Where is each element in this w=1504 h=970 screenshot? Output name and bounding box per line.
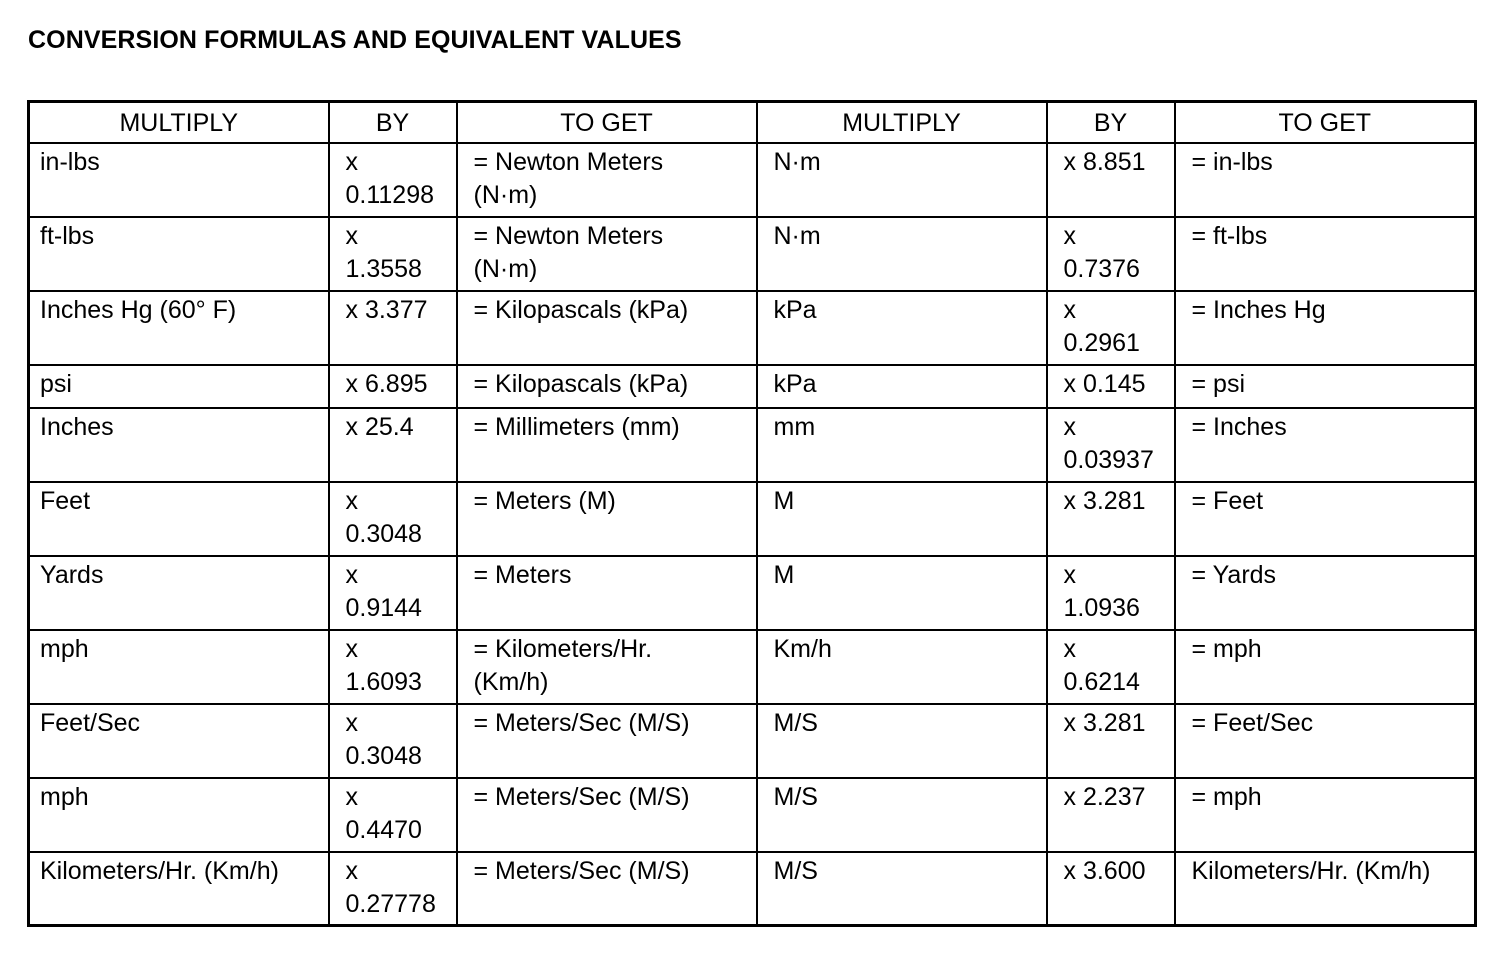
cell-to-get-right-text: = psi <box>1191 369 1246 398</box>
cell-by-right-line: x <box>1063 560 1076 589</box>
cell-to-get-line: = Kilometers/Hr. <box>473 634 653 663</box>
cell-multiply <box>29 482 329 556</box>
cell-to-get-right-text: = in-lbs <box>1191 147 1273 176</box>
cell-by-right-line: 0.03937 <box>1063 445 1154 474</box>
cell-multiply-text: Feet/Sec <box>40 708 141 737</box>
cell-to-get-line: = Meters (M) <box>473 486 616 515</box>
cell-to-get-line: = Meters/Sec (M/S) <box>473 782 690 811</box>
cell-by <box>329 630 457 704</box>
cell-by-line: 0.27778 <box>345 889 436 918</box>
cell-by-line: x <box>345 856 358 885</box>
cell-multiply-right-text: M/S <box>773 708 818 737</box>
cell-to-get <box>457 291 757 365</box>
cell-to-get-line: (N·m) <box>473 180 538 209</box>
cell-by-right-line: x <box>1063 634 1076 663</box>
cell-by <box>329 365 457 408</box>
cell-by-line: x <box>345 486 358 515</box>
header-to-get: TO GET <box>457 102 757 143</box>
cell-to-get <box>457 217 757 291</box>
cell-multiply-right <box>757 482 1047 556</box>
cell-multiply-text: Yards <box>40 560 104 589</box>
cell-by-line: 1.6093 <box>345 667 422 696</box>
cell-to-get-right <box>1175 778 1476 852</box>
cell-multiply-right <box>757 365 1047 408</box>
cell-by-right-line: x 3.600 <box>1063 856 1146 885</box>
table-row <box>29 556 1476 630</box>
cell-multiply <box>29 143 329 217</box>
cell-multiply-right-text: Km/h <box>773 634 832 663</box>
cell-to-get-line: (Km/h) <box>473 667 549 696</box>
cell-by <box>329 778 457 852</box>
cell-to-get-right-text: = Inches <box>1191 412 1287 441</box>
cell-to-get-line: = Meters/Sec (M/S) <box>473 708 690 737</box>
cell-to-get <box>457 365 757 408</box>
table-header-row <box>29 102 1476 143</box>
cell-to-get-right <box>1175 291 1476 365</box>
header-multiply-right: MULTIPLY <box>757 102 1047 143</box>
table-row <box>29 365 1476 408</box>
cell-by-right-line: x 8.851 <box>1063 147 1146 176</box>
cell-by-line: 0.11298 <box>345 180 435 209</box>
header-by: BY <box>329 102 457 143</box>
cell-by-line: x <box>345 560 358 589</box>
cell-multiply-right-text: M/S <box>773 782 818 811</box>
cell-to-get <box>457 704 757 778</box>
table-row <box>29 704 1476 778</box>
cell-by-line: x <box>345 634 358 663</box>
header-multiply: MULTIPLY <box>29 102 329 143</box>
cell-by-right <box>1047 143 1175 217</box>
cell-to-get-right-text: = Inches Hg <box>1191 295 1326 324</box>
cell-by-line: x <box>345 708 358 737</box>
cell-by <box>329 408 457 482</box>
cell-multiply-text: ft-lbs <box>40 221 95 250</box>
cell-multiply-right-text: kPa <box>773 369 817 398</box>
cell-to-get-line: = Kilopascals (kPa) <box>473 369 689 398</box>
cell-multiply-text: Inches <box>40 412 114 441</box>
cell-multiply-right <box>757 217 1047 291</box>
cell-by-line: 0.3048 <box>345 741 422 770</box>
cell-by <box>329 556 457 630</box>
cell-by-right-line: x <box>1063 221 1076 250</box>
cell-by-right <box>1047 778 1175 852</box>
cell-to-get <box>457 482 757 556</box>
cell-to-get-right-text: = ft-lbs <box>1191 221 1268 250</box>
cell-multiply-text: Kilometers/Hr. (Km/h) <box>40 856 279 885</box>
cell-to-get-right <box>1175 852 1476 926</box>
cell-by-right <box>1047 852 1175 926</box>
cell-by <box>329 704 457 778</box>
cell-multiply <box>29 365 329 408</box>
cell-multiply-right <box>757 704 1047 778</box>
table-row <box>29 291 1476 365</box>
cell-to-get-right-text: = Feet/Sec <box>1191 708 1314 737</box>
table-row <box>29 217 1476 291</box>
table-row <box>29 852 1476 926</box>
cell-by <box>329 217 457 291</box>
cell-by-line: x <box>345 221 358 250</box>
cell-by-line: x 25.4 <box>345 412 414 441</box>
cell-by-line: x <box>345 147 358 176</box>
cell-by-line: x 3.377 <box>345 295 428 324</box>
cell-to-get-right-text: = Yards <box>1191 560 1277 589</box>
cell-multiply-text: mph <box>40 634 89 663</box>
page-title: CONVERSION FORMULAS AND EQUIVALENT VALUES <box>28 26 682 54</box>
cell-by-line: 0.9144 <box>345 593 422 622</box>
cell-multiply <box>29 704 329 778</box>
cell-multiply-right-text: kPa <box>773 295 817 324</box>
cell-to-get-right <box>1175 630 1476 704</box>
cell-by-right-line: x 3.281 <box>1063 708 1146 737</box>
cell-by <box>329 482 457 556</box>
cell-to-get <box>457 852 757 926</box>
cell-multiply <box>29 630 329 704</box>
cell-multiply-right-text: M <box>773 560 795 589</box>
cell-multiply-text: in-lbs <box>40 147 100 176</box>
table-row <box>29 778 1476 852</box>
table-row <box>29 143 1476 217</box>
cell-by-right-line: x 3.281 <box>1063 486 1146 515</box>
cell-by-right-line: 0.2961 <box>1063 328 1140 357</box>
cell-multiply-right <box>757 778 1047 852</box>
cell-to-get-line: = Millimeters (mm) <box>473 412 680 441</box>
cell-to-get-right <box>1175 408 1476 482</box>
cell-to-get <box>457 556 757 630</box>
cell-to-get-right <box>1175 365 1476 408</box>
cell-to-get-right <box>1175 556 1476 630</box>
cell-to-get-right <box>1175 217 1476 291</box>
cell-by-right-line: 0.7376 <box>1063 254 1140 283</box>
cell-by-right <box>1047 630 1175 704</box>
cell-multiply-right <box>757 408 1047 482</box>
cell-multiply-right-text: N·m <box>773 221 821 250</box>
cell-to-get-line: = Newton Meters <box>473 221 664 250</box>
cell-to-get-line: = Kilopascals (kPa) <box>473 295 689 324</box>
cell-multiply-text: psi <box>40 369 72 398</box>
cell-by-right <box>1047 408 1175 482</box>
cell-by-right <box>1047 291 1175 365</box>
cell-to-get <box>457 408 757 482</box>
cell-by-right-line: x <box>1063 295 1076 324</box>
cell-by-right <box>1047 482 1175 556</box>
cell-to-get-right-text: = Feet <box>1191 486 1264 515</box>
cell-by-right-line: x 2.237 <box>1063 782 1146 811</box>
cell-by <box>329 291 457 365</box>
cell-by-right <box>1047 217 1175 291</box>
cell-to-get-line: (N·m) <box>473 254 538 283</box>
cell-multiply-text: Feet <box>40 486 91 515</box>
cell-to-get-line: = Meters <box>473 560 572 589</box>
cell-by-right-line: 0.6214 <box>1063 667 1140 696</box>
cell-multiply-right <box>757 852 1047 926</box>
cell-multiply-text: Inches Hg (60° F) <box>40 295 237 324</box>
table-row <box>29 482 1476 556</box>
cell-multiply <box>29 408 329 482</box>
cell-to-get-line: = Newton Meters <box>473 147 664 176</box>
cell-multiply <box>29 778 329 852</box>
cell-multiply <box>29 291 329 365</box>
cell-by-right <box>1047 556 1175 630</box>
header-to-get-right: TO GET <box>1175 102 1476 143</box>
cell-multiply <box>29 217 329 291</box>
cell-by-line: 0.4470 <box>345 815 422 844</box>
cell-by <box>329 143 457 217</box>
table-row <box>29 408 1476 482</box>
cell-by-right <box>1047 704 1175 778</box>
cell-multiply-right-text: mm <box>773 412 816 441</box>
cell-multiply <box>29 556 329 630</box>
cell-by-right-line: 1.0936 <box>1063 593 1140 622</box>
cell-to-get <box>457 630 757 704</box>
cell-by-right <box>1047 365 1175 408</box>
cell-multiply-right-text: N·m <box>773 147 821 176</box>
cell-by-line: 0.3048 <box>345 519 422 548</box>
cell-to-get-right <box>1175 704 1476 778</box>
cell-by-line: 1.3558 <box>345 254 422 283</box>
cell-by <box>329 852 457 926</box>
cell-to-get-right <box>1175 482 1476 556</box>
table-body <box>29 143 1476 926</box>
cell-to-get-line: = Meters/Sec (M/S) <box>473 856 690 885</box>
cell-multiply-right <box>757 630 1047 704</box>
cell-multiply-right-text: M/S <box>773 856 818 885</box>
cell-to-get-right <box>1175 143 1476 217</box>
cell-to-get <box>457 143 757 217</box>
cell-to-get <box>457 778 757 852</box>
cell-by-right-line: x 0.145 <box>1063 369 1146 398</box>
cell-multiply-right-text: M <box>773 486 795 515</box>
cell-by-right-line: x <box>1063 412 1076 441</box>
cell-to-get-right-text: = mph <box>1191 782 1262 811</box>
cell-multiply-right <box>757 291 1047 365</box>
header-by-right: BY <box>1047 102 1175 143</box>
cell-to-get-right-text: = mph <box>1191 634 1262 663</box>
cell-multiply-right <box>757 556 1047 630</box>
cell-by-line: x 6.895 <box>345 369 428 398</box>
cell-multiply-text: mph <box>40 782 89 811</box>
cell-to-get-right-text: Kilometers/Hr. (Km/h) <box>1191 856 1431 885</box>
table-row <box>29 630 1476 704</box>
cell-by-line: x <box>345 782 358 811</box>
conversion-table <box>27 100 1477 927</box>
cell-multiply <box>29 852 329 926</box>
cell-multiply-right <box>757 143 1047 217</box>
